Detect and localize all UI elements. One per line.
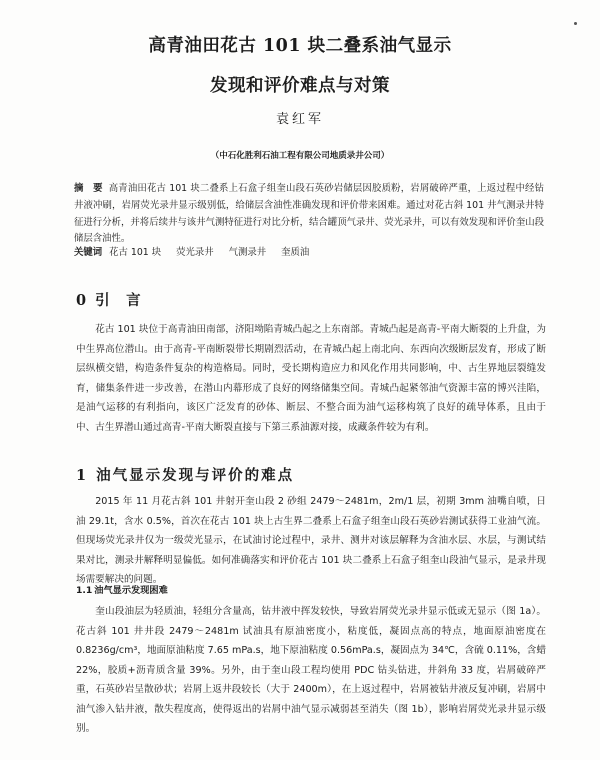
section-heading-intro (76, 289, 142, 310)
paper-title-line1: 高青油田花古 101 块二叠系油气显示 (148, 36, 452, 56)
keywords-label: 关键词 (74, 247, 103, 258)
subsection-heading (76, 582, 168, 596)
subsection-number: 1.1 (76, 585, 93, 596)
scan-speck (574, 22, 577, 25)
section-title: 引 言 (95, 292, 142, 309)
section1-paragraph: 2015 年 11 月花古斜 101 井射开奎山段 2 砂组 2479～2481m，2m/1 层，初期 3mm 油嘴自喷，日油 29.1t，含水 0.5%，首次在花古 101 块上古生界二叠系上石盒子组奎山段石英砂岩测试获得工业油气流。但现场荧光录井仅为一级荧光显示，在试油讨论过程中，录井、测井对该层解释为含油水层、水层，与测试结果对比，测录井解释明显偏低。如何准确落实和评价花古 101 块二叠系上石盒子组奎山段油气显示，是录井现场需要解决的问题。 (76, 496, 546, 585)
section-heading-difficulties (76, 464, 294, 485)
abstract-label: 摘 要 (74, 183, 103, 194)
subsection-title: 油气显示发现困难 (94, 585, 168, 596)
keyword-item: 荧光录井 (176, 247, 214, 258)
keyword-item: 气测录井 (228, 247, 267, 258)
author-affiliation: （中石化胜利石油工程有限公司地质录井公司） (210, 151, 390, 161)
keyword-item: 奎质油 (281, 247, 310, 258)
keywords (74, 245, 544, 260)
intro-paragraph: 花古 101 块位于高青油田南部，济阳坳陷青城凸起之上东南部。青城凸起是高青-平南大断裂的上升盘，为中生界高位潜山。由于高青-平南断裂带长期剧烈活动，在青城凸起上南北向、东西向次级断层发育，形成了断层纵横交错，构造条件复杂的构造格局。同时，受长期构造应力和风化作用共同影响，中、古生界地层裂缝发育，储集条件进一步改善，在潜山内幕形成了良好的网络储集空间。青城凸起紧邻油气资源丰富的博兴洼陷，是油气运移的有利指向，该区广泛发育的砂体、断层、不整合面为油气运移构筑了良好的疏导体系，且由于中、古生界潜山通过高青-平南大断裂直接与下第三系油源对接，成藏条件较为有利。 (76, 324, 546, 433)
abstract-text: 高青油田花古 101 块二叠系上石盒子组奎山段石英砂岩储层因胶质粉，岩屑破碎严重，上返过程中经钻井液冲刷，岩屑荧光录井显示级别低，给储层含油性准确发现和评价带来困难。通过对花古斜 101 井气测录井特征进行分析，并将后续井与该井气测特征进行对比分析，结合罐顶气录井、荧光录井，可以有效发现和评价奎山段储层含油性。 (74, 183, 544, 245)
paper-title-line2: 发现和评价难点与对策 (210, 76, 390, 96)
section-number: 0 (76, 292, 88, 309)
abstract (74, 181, 544, 248)
keyword-item: 花古 101 块 (109, 247, 162, 258)
section-title: 油气显示发现与评价的难点 (96, 467, 295, 484)
subsection-paragraph: 奎山段油层为轻质油，轻组分含量高，钻井液中挥发较快，导致岩屑荧光录井显示低或无显示（图 1a）。花古斜 101 井井段 2479～2481m 试油具有原油密度小，粘度低，凝固点高的特点，地面原油密度在 0.8236g/cm³，地面原油粘度 7.65 mPa.s，地下原油粘度 0.56mPa.s，凝固点为 34℃，含硫 0.11%，含蜡 22%，胶质+沥青质含量 39%。另外，由于奎山段工程均使用 PDC 钻头钻进，井斜角 33 度，岩屑破碎严重，石英砂岩呈散砂状；岩屑上返井段较长（大于 2400m），在上返过程中，岩屑被钻井液反复冲刷，岩屑中油气渗入钻井液，散失程度高，使得返出的岩屑中油气显示减弱甚至消失（图 1b），影响岩屑荧光录井显示级别。 (76, 606, 546, 734)
section-number: 1 (76, 467, 89, 484)
author-name: 袁红军 (275, 112, 324, 127)
